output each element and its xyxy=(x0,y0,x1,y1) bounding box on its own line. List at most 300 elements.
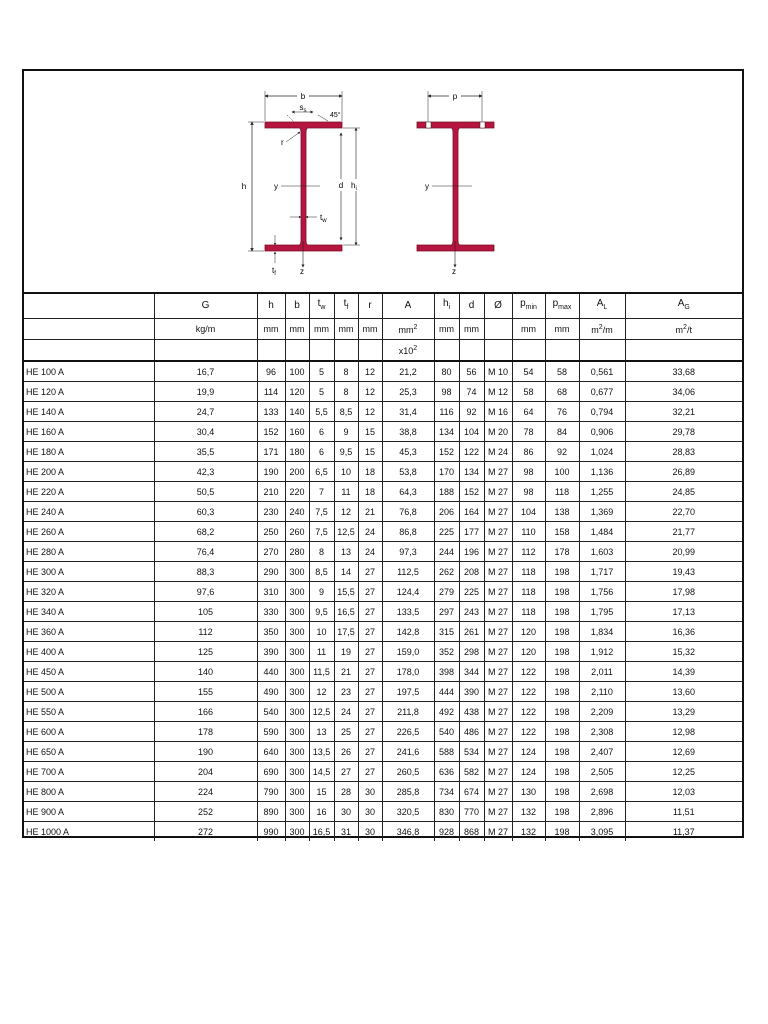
table-cell: 120 xyxy=(512,622,545,642)
table-cell: 198 xyxy=(545,722,579,742)
table-cell: 220 xyxy=(285,482,309,502)
table-cell: 290 xyxy=(257,562,285,582)
table-cell: 27 xyxy=(358,602,382,622)
table-cell: 1,369 xyxy=(579,502,625,522)
table-cell: 490 xyxy=(257,682,285,702)
table-cell: 18 xyxy=(358,462,382,482)
table-cell: 54 xyxy=(512,361,545,382)
table-cell: 244 xyxy=(434,542,459,562)
table-cell: 830 xyxy=(434,802,459,822)
table-cell: 770 xyxy=(459,802,484,822)
table-cell: 27 xyxy=(358,742,382,762)
table-cell: 300 xyxy=(285,702,309,722)
table-cell: 300 xyxy=(285,822,309,842)
table-cell: 262 xyxy=(434,562,459,582)
table-cell: 300 xyxy=(285,682,309,702)
unit-AL: $m^2/m$ xyxy=(579,319,625,340)
table-cell: 198 xyxy=(545,602,579,622)
table-cell: M 27 xyxy=(484,722,512,742)
table-cell: M 27 xyxy=(484,762,512,782)
table-cell: 64 xyxy=(512,402,545,422)
table-row xyxy=(24,402,742,422)
table-cell: 8 xyxy=(334,361,358,382)
table-row xyxy=(24,602,742,622)
table-cell: 2,110 xyxy=(579,682,625,702)
profile-name-cell: HE 240 A xyxy=(24,502,154,522)
table-cell: 14,5 xyxy=(309,762,334,782)
table-row xyxy=(24,562,742,582)
table-cell: 206 xyxy=(434,502,459,522)
table-cell: 868 xyxy=(459,822,484,842)
table-cell: 7,5 xyxy=(309,522,334,542)
table-cell: 990 xyxy=(257,822,285,842)
table-cell: 534 xyxy=(459,742,484,762)
table-row xyxy=(24,702,742,722)
table-cell: 261 xyxy=(459,622,484,642)
table-cell: 5,5 xyxy=(309,402,334,422)
label-z-left: z xyxy=(300,267,304,276)
table-cell: 180 xyxy=(285,442,309,462)
unit-G: kg/m xyxy=(154,319,257,340)
table-body xyxy=(24,361,742,841)
table-cell: 352 xyxy=(434,642,459,662)
table-cell: 118 xyxy=(512,562,545,582)
table-cell: 224 xyxy=(154,782,257,802)
profile-name-cell: HE 200 A xyxy=(24,462,154,482)
table-row xyxy=(24,442,742,462)
table-row xyxy=(24,742,742,762)
table-cell: 132 xyxy=(512,802,545,822)
table-cell: 56 xyxy=(459,361,484,382)
table-cell: 76,4 xyxy=(154,542,257,562)
profile-name-cell: HE 320 A xyxy=(24,582,154,602)
table-cell: 12,25 xyxy=(625,762,742,782)
table-cell: 84 xyxy=(545,422,579,442)
label-tw: $t_w$ xyxy=(320,213,327,224)
table-cell: 11,51 xyxy=(625,802,742,822)
table-cell: 2,011 xyxy=(579,662,625,682)
table-cell: 540 xyxy=(434,722,459,742)
table-cell: 27 xyxy=(358,702,382,722)
profile-name-cell: HE 180 A xyxy=(24,442,154,462)
label-z-right: z xyxy=(452,267,456,276)
table-cell: 96 xyxy=(257,361,285,382)
table-cell: 285,8 xyxy=(382,782,434,802)
table-cell: 122 xyxy=(459,442,484,462)
table-cell: M 27 xyxy=(484,582,512,602)
table-cell: 17,98 xyxy=(625,582,742,602)
table-cell: 133,5 xyxy=(382,602,434,622)
table-cell: 492 xyxy=(434,702,459,722)
table-cell: 21,2 xyxy=(382,361,434,382)
table-cell: 2,896 xyxy=(579,802,625,822)
section-diagrams xyxy=(24,71,742,292)
table-cell: 104 xyxy=(459,422,484,442)
header-AL: $A_L$ xyxy=(579,293,625,319)
table-cell: 1,603 xyxy=(579,542,625,562)
table-cell: 9,5 xyxy=(309,602,334,622)
table-cell: 134 xyxy=(434,422,459,442)
table-cell: 16,5 xyxy=(309,822,334,842)
table-cell: 11,5 xyxy=(309,662,334,682)
table-cell: 24,85 xyxy=(625,482,742,502)
table-cell: M 27 xyxy=(484,822,512,842)
table-cell: 21 xyxy=(334,662,358,682)
label-y-left: y xyxy=(274,182,278,191)
unit-tw: mm xyxy=(309,319,334,340)
table-cell: 14 xyxy=(334,562,358,582)
table-cell: 300 xyxy=(285,582,309,602)
table-cell: 16,5 xyxy=(334,602,358,622)
table-cell: 14,39 xyxy=(625,662,742,682)
table-cell: 346,8 xyxy=(382,822,434,842)
table-cell: 1,834 xyxy=(579,622,625,642)
table-cell: 164 xyxy=(459,502,484,522)
table-cell: 9 xyxy=(309,582,334,602)
table-cell: 24 xyxy=(334,702,358,722)
table-cell: 68,2 xyxy=(154,522,257,542)
table-cell: 98 xyxy=(434,382,459,402)
table-cell: M 24 xyxy=(484,442,512,462)
table-cell: 8 xyxy=(309,542,334,562)
table-cell: 200 xyxy=(285,462,309,482)
table-cell: 486 xyxy=(459,722,484,742)
table-cell: M 12 xyxy=(484,382,512,402)
table-cell: 13 xyxy=(334,542,358,562)
table-cell: 7,5 xyxy=(309,502,334,522)
table-cell: 21 xyxy=(358,502,382,522)
label-tf: $t_f$ xyxy=(272,266,276,277)
table-cell: 100 xyxy=(545,462,579,482)
table-cell: 298 xyxy=(459,642,484,662)
properties-table xyxy=(24,292,742,841)
table-cell: 2,698 xyxy=(579,782,625,802)
unit-r: mm xyxy=(358,319,382,340)
label-s: $s_s$ xyxy=(299,103,307,114)
profile-name-cell: HE 400 A xyxy=(24,642,154,662)
profile-name-cell: HE 140 A xyxy=(24,402,154,422)
table-cell: 140 xyxy=(154,662,257,682)
table-cell: 29,78 xyxy=(625,422,742,442)
table-cell: 11 xyxy=(309,642,334,662)
table-cell: 27 xyxy=(358,642,382,662)
table-cell: 98 xyxy=(512,462,545,482)
profile-name-cell: HE 700 A xyxy=(24,762,154,782)
table-cell: 27 xyxy=(358,682,382,702)
table-cell: 1,255 xyxy=(579,482,625,502)
table-cell: 20,99 xyxy=(625,542,742,562)
profile-name-cell: HE 160 A xyxy=(24,422,154,442)
header-tf: $t_f$ xyxy=(334,293,358,319)
table-cell: 198 xyxy=(545,702,579,722)
table-cell: 15,32 xyxy=(625,642,742,662)
table-cell: 243 xyxy=(459,602,484,622)
table-cell: 13,29 xyxy=(625,702,742,722)
unit-tf: mm xyxy=(334,319,358,340)
header-r: r xyxy=(358,293,382,319)
table-cell: 198 xyxy=(545,682,579,702)
table-header-units xyxy=(24,319,742,340)
table-cell: 24,7 xyxy=(154,402,257,422)
table-cell: 188 xyxy=(434,482,459,502)
table-cell: 30 xyxy=(334,802,358,822)
unit-pmax: mm xyxy=(545,319,579,340)
table-cell: 1,136 xyxy=(579,462,625,482)
table-cell: M 27 xyxy=(484,602,512,622)
table-cell: 300 xyxy=(285,782,309,802)
table-cell: 225 xyxy=(459,582,484,602)
table-cell: 198 xyxy=(545,562,579,582)
label-d: d xyxy=(338,181,344,190)
table-cell: 6 xyxy=(309,422,334,442)
table-row xyxy=(24,522,742,542)
table-cell: 28 xyxy=(334,782,358,802)
table-cell: 178 xyxy=(154,722,257,742)
table-cell: 122 xyxy=(512,682,545,702)
profile-name-cell: HE 1000 A xyxy=(24,822,154,842)
table-cell: 26 xyxy=(334,742,358,762)
bolt-hole-left xyxy=(426,122,431,128)
table-cell: 350 xyxy=(257,622,285,642)
unit-bolt xyxy=(484,319,512,340)
table-cell: 105 xyxy=(154,602,257,622)
table-cell: 1,756 xyxy=(579,582,625,602)
table-row xyxy=(24,642,742,662)
table-cell: 17,13 xyxy=(625,602,742,622)
table-cell: 210 xyxy=(257,482,285,502)
table-cell: 112 xyxy=(512,542,545,562)
table-cell: 280 xyxy=(285,542,309,562)
header-h: h xyxy=(257,293,285,319)
table-cell: 24 xyxy=(358,522,382,542)
table-cell: M 10 xyxy=(484,361,512,382)
table-cell: 166 xyxy=(154,702,257,722)
table-cell: 300 xyxy=(285,802,309,822)
table-cell: 734 xyxy=(434,782,459,802)
table-cell: 27 xyxy=(334,762,358,782)
table-cell: 211,8 xyxy=(382,702,434,722)
header-d: d xyxy=(459,293,484,319)
table-row xyxy=(24,782,742,802)
table-cell: M 27 xyxy=(484,662,512,682)
table-cell: 58 xyxy=(512,382,545,402)
table-cell: 8,5 xyxy=(309,562,334,582)
table-cell: 122 xyxy=(512,722,545,742)
table-cell: 16,36 xyxy=(625,622,742,642)
label-y-right: y xyxy=(425,182,429,191)
table-cell: M 27 xyxy=(484,542,512,562)
table-cell: 100 xyxy=(285,361,309,382)
table-cell: 438 xyxy=(459,702,484,722)
label-r: r xyxy=(281,138,284,147)
unit-hi: mm xyxy=(434,319,459,340)
table-cell: 27 xyxy=(358,562,382,582)
unit-h: mm xyxy=(257,319,285,340)
table-cell: 76,8 xyxy=(382,502,434,522)
profile-name-cell: HE 260 A xyxy=(24,522,154,542)
table-cell: 588 xyxy=(434,742,459,762)
unit-b: mm xyxy=(285,319,309,340)
table-cell: 0,561 xyxy=(579,361,625,382)
table-cell: 19,43 xyxy=(625,562,742,582)
table-row xyxy=(24,662,742,682)
table-cell: 104 xyxy=(512,502,545,522)
unit-blank xyxy=(24,319,154,340)
table-cell: 1,717 xyxy=(579,562,625,582)
unit-AG: $m^2/t$ xyxy=(625,319,742,340)
header-hi: $h_i$ xyxy=(434,293,459,319)
profile-name-cell: HE 340 A xyxy=(24,602,154,622)
table-cell: 138 xyxy=(545,502,579,522)
header-AG: $A_G$ xyxy=(625,293,742,319)
bolt-hole-right xyxy=(480,122,485,128)
table-cell: 34,06 xyxy=(625,382,742,402)
table-cell: 198 xyxy=(545,782,579,802)
table-cell: 125 xyxy=(154,642,257,662)
table-cell: M 27 xyxy=(484,562,512,582)
table-cell: 241,6 xyxy=(382,742,434,762)
table-cell: 27 xyxy=(358,622,382,642)
table-cell: M 27 xyxy=(484,622,512,642)
table-cell: 636 xyxy=(434,762,459,782)
table-cell: 198 xyxy=(545,662,579,682)
table-cell: 198 xyxy=(545,582,579,602)
table-cell: 27 xyxy=(358,662,382,682)
table-cell: 300 xyxy=(285,742,309,762)
table-cell: 15 xyxy=(309,782,334,802)
table-cell: M 27 xyxy=(484,482,512,502)
table-cell: 0,794 xyxy=(579,402,625,422)
table-cell: 112,5 xyxy=(382,562,434,582)
table-cell: 198 xyxy=(545,642,579,662)
table-cell: 23 xyxy=(334,682,358,702)
table-cell: 112 xyxy=(154,622,257,642)
table-cell: 118 xyxy=(545,482,579,502)
table-row xyxy=(24,682,742,702)
unit-A: $mm^2$ xyxy=(382,319,434,340)
table-cell: 0,906 xyxy=(579,422,625,442)
table-cell: 60,3 xyxy=(154,502,257,522)
table-cell: 300 xyxy=(285,622,309,642)
table-row xyxy=(24,762,742,782)
table-cell: 12,5 xyxy=(334,522,358,542)
table-cell: 32,21 xyxy=(625,402,742,422)
profile-name-cell: HE 650 A xyxy=(24,742,154,762)
table-cell: 300 xyxy=(285,642,309,662)
table-cell: 155 xyxy=(154,682,257,702)
table-cell: 30,4 xyxy=(154,422,257,442)
table-cell: 8 xyxy=(334,382,358,402)
table-cell: M 20 xyxy=(484,422,512,442)
table-cell: 300 xyxy=(285,762,309,782)
table-cell: 198 xyxy=(545,762,579,782)
table-cell: 38,8 xyxy=(382,422,434,442)
profile-name-cell: HE 500 A xyxy=(24,682,154,702)
table-cell: 98 xyxy=(512,482,545,502)
table-cell: 928 xyxy=(434,822,459,842)
table-cell: 27 xyxy=(358,722,382,742)
table-cell: 152 xyxy=(459,482,484,502)
table-cell: 444 xyxy=(434,682,459,702)
table-cell: 134 xyxy=(459,462,484,482)
table-cell: M 27 xyxy=(484,802,512,822)
table-cell: 300 xyxy=(285,602,309,622)
table-cell: 97,3 xyxy=(382,542,434,562)
table-cell: 279 xyxy=(434,582,459,602)
profile-name-cell: HE 300 A xyxy=(24,562,154,582)
header-A: A xyxy=(382,293,434,319)
table-cell: 10 xyxy=(334,462,358,482)
table-cell: 22,70 xyxy=(625,502,742,522)
table-cell: 225 xyxy=(434,522,459,542)
table-cell: 17,5 xyxy=(334,622,358,642)
table-cell: 790 xyxy=(257,782,285,802)
table-cell: 33,68 xyxy=(625,361,742,382)
table-cell: 272 xyxy=(154,822,257,842)
table-cell: 540 xyxy=(257,702,285,722)
table-cell: 12,69 xyxy=(625,742,742,762)
profile-name-cell: HE 120 A xyxy=(24,382,154,402)
i-beam-bolt-diagram xyxy=(417,90,494,276)
table-row xyxy=(24,722,742,742)
table-cell: 190 xyxy=(154,742,257,762)
unit-d: mm xyxy=(459,319,484,340)
table-cell: M 16 xyxy=(484,402,512,422)
table-cell: 118 xyxy=(512,582,545,602)
table-cell: 16,7 xyxy=(154,361,257,382)
table-cell: 92 xyxy=(459,402,484,422)
table-row xyxy=(24,361,742,382)
table-cell: 19 xyxy=(334,642,358,662)
table-cell: 30 xyxy=(358,782,382,802)
label-h: h xyxy=(241,182,247,191)
table-cell: 2,505 xyxy=(579,762,625,782)
table-cell: 226,5 xyxy=(382,722,434,742)
table-cell: 92 xyxy=(545,442,579,462)
table-cell: 390 xyxy=(257,642,285,662)
table-cell: 398 xyxy=(434,662,459,682)
table-cell: 122 xyxy=(512,662,545,682)
table-cell: 198 xyxy=(545,742,579,762)
table-cell: 16 xyxy=(309,802,334,822)
table-cell: 9,5 xyxy=(334,442,358,462)
table-cell: 45,3 xyxy=(382,442,434,462)
table-cell: 88,3 xyxy=(154,562,257,582)
table-cell: M 27 xyxy=(484,702,512,722)
table-cell: 24 xyxy=(358,542,382,562)
table-cell: 5 xyxy=(309,382,334,402)
table-cell: 177 xyxy=(459,522,484,542)
table-cell: 12 xyxy=(334,502,358,522)
table-cell: M 27 xyxy=(484,682,512,702)
table-cell: 58 xyxy=(545,361,579,382)
table-cell: 6,5 xyxy=(309,462,334,482)
table-cell: 2,209 xyxy=(579,702,625,722)
table-cell: 25,3 xyxy=(382,382,434,402)
table-row xyxy=(24,502,742,522)
table-cell: 9 xyxy=(334,422,358,442)
table-cell: 2,407 xyxy=(579,742,625,762)
label-p: p xyxy=(452,92,458,101)
table-cell: 5 xyxy=(309,361,334,382)
unit-pmin: mm xyxy=(512,319,545,340)
table-row xyxy=(24,582,742,602)
multiplier-A: $x10^2$ xyxy=(382,340,434,362)
table-cell: 250 xyxy=(257,522,285,542)
label-angle: 45° xyxy=(330,112,341,119)
profile-name-cell: HE 550 A xyxy=(24,702,154,722)
table-cell: 122 xyxy=(512,702,545,722)
